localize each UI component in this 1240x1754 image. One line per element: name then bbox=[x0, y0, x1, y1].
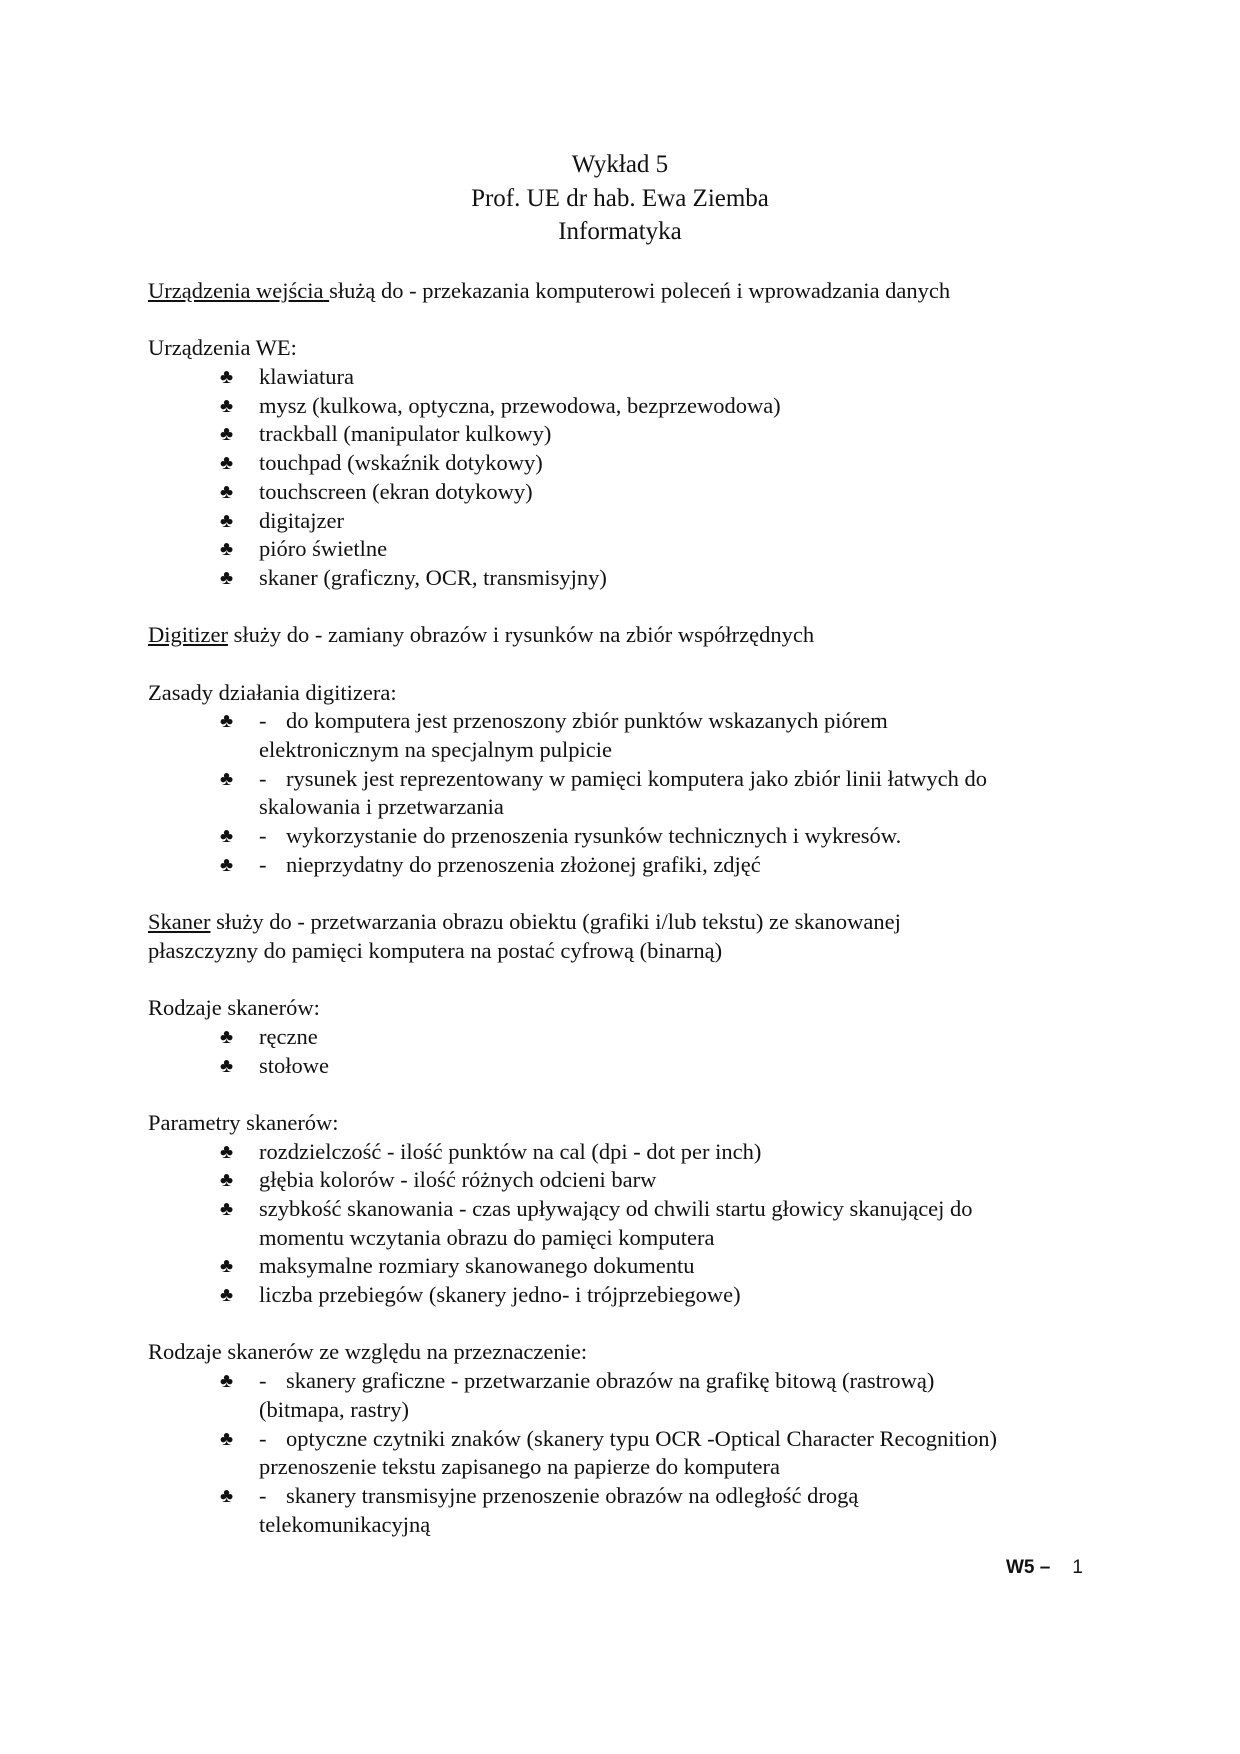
list-item bbox=[148, 564, 1148, 593]
list-item-text: wykorzystanie do przenoszenia rysunków technicznych i wykresów. bbox=[286, 823, 902, 849]
paragraph-line bbox=[148, 908, 1148, 937]
dash-marker: - bbox=[259, 1482, 267, 1508]
list-item-line bbox=[259, 1453, 1148, 1482]
list-heading: Rodzaje skanerów ze względu na przeznaczenie: bbox=[148, 1339, 588, 1365]
paragraph-text: służą do - przekazania komputerowi poleceń i wprowadzania danych bbox=[329, 278, 951, 303]
dash-marker: - bbox=[259, 851, 267, 877]
list-item-line bbox=[259, 1166, 1148, 1195]
club-bullet-icon: ♣ bbox=[220, 1054, 234, 1077]
blank-line bbox=[148, 1310, 1148, 1339]
club-bullet-icon: ♣ bbox=[220, 1255, 234, 1278]
list-item-text: elektronicznym na specjalnym pulpicie bbox=[259, 737, 613, 762]
list-item-text: pióro świetlne bbox=[259, 536, 388, 562]
list-item bbox=[148, 420, 1148, 449]
document-header bbox=[0, 148, 1240, 249]
list-item-line bbox=[259, 449, 1148, 478]
paragraph-text: służy do - zamiany obrazów i rysunków na zbiór współrzędnych bbox=[227, 622, 815, 648]
list-item-line bbox=[259, 1425, 1148, 1454]
list-item-line bbox=[259, 765, 1148, 794]
list-item-text: nieprzydatny do przenoszenia złożonej grafiki, zdjęć bbox=[286, 851, 761, 877]
list-item-text: optyczne czytniki znaków (skanery typu OCR -Optical Character Recognition) bbox=[286, 1425, 998, 1451]
list-item-text: skanery graficzne - przetwarzanie obrazów na grafikę bitową (rastrową) bbox=[286, 1368, 935, 1394]
list-item-line bbox=[259, 1023, 1148, 1052]
list-item-text: rozdzielczość - ilość punktów na cal (dpi - dot per inch) bbox=[259, 1138, 762, 1164]
list-item bbox=[148, 1166, 1148, 1195]
list-item-line bbox=[259, 1367, 1148, 1396]
list-item-line bbox=[259, 1195, 1148, 1224]
term-underlined: Skaner bbox=[148, 909, 211, 935]
blank-line bbox=[148, 650, 1148, 679]
list-item bbox=[148, 851, 1148, 880]
list-item-text: digitajzer bbox=[259, 507, 344, 533]
list-item-text: skaner (graficzny, OCR, transmisyjny) bbox=[259, 564, 607, 590]
club-bullet-icon: ♣ bbox=[220, 853, 234, 876]
club-bullet-icon: ♣ bbox=[220, 366, 234, 389]
list-item-text: touchpad (wskaźnik dotykowy) bbox=[259, 450, 543, 476]
list-item-line bbox=[259, 793, 1148, 822]
club-bullet-icon: ♣ bbox=[220, 538, 234, 561]
blank-line bbox=[148, 879, 1148, 908]
dash-marker: - bbox=[259, 708, 267, 734]
dash-marker: - bbox=[259, 1368, 267, 1394]
list-item-line bbox=[259, 1281, 1148, 1310]
list-item-line bbox=[259, 564, 1148, 593]
list-item bbox=[148, 1195, 1148, 1252]
club-bullet-icon: ♣ bbox=[220, 825, 234, 848]
dash-marker: - bbox=[259, 823, 267, 849]
paragraph-line bbox=[148, 277, 1148, 306]
list-item-text: stołowe bbox=[259, 1052, 329, 1078]
club-bullet-icon: ♣ bbox=[220, 394, 234, 417]
list-item-line bbox=[259, 507, 1148, 536]
blank-line bbox=[148, 966, 1148, 995]
list-item-text: telekomunikacyjną bbox=[259, 1511, 431, 1537]
list-item bbox=[148, 765, 1148, 822]
document-body bbox=[148, 277, 1148, 1539]
club-bullet-icon: ♣ bbox=[220, 1427, 234, 1450]
list-item-text: trackball (manipulator kulkowy) bbox=[259, 421, 552, 447]
club-bullet-icon: ♣ bbox=[220, 1484, 234, 1507]
list-item-text: momentu wczytania obrazu do pamięci komputera bbox=[259, 1224, 715, 1250]
list-item-text: liczba przebiegów (skanery jedno- i trójprzebiegowe) bbox=[259, 1282, 741, 1308]
club-bullet-icon: ♣ bbox=[220, 1370, 234, 1393]
club-bullet-icon: ♣ bbox=[220, 509, 234, 532]
list-item-text: (bitmapa, rastry) bbox=[259, 1396, 409, 1422]
club-bullet-icon: ♣ bbox=[220, 710, 234, 733]
club-bullet-icon: ♣ bbox=[220, 480, 234, 503]
list-item-line bbox=[259, 535, 1148, 564]
term-underlined: Urządzenia wejścia bbox=[148, 278, 330, 303]
list-heading: Rodzaje skanerów: bbox=[148, 995, 320, 1021]
club-bullet-icon: ♣ bbox=[220, 566, 234, 589]
list-heading: Parametry skanerów: bbox=[148, 1109, 339, 1135]
list-item bbox=[148, 1281, 1148, 1310]
club-bullet-icon: ♣ bbox=[220, 452, 234, 475]
paragraph-line bbox=[148, 621, 1148, 650]
list-item-text: przenoszenie tekstu zapisanego na papierze do komputera bbox=[259, 1454, 781, 1480]
club-bullet-icon: ♣ bbox=[220, 1140, 234, 1163]
list-item bbox=[148, 507, 1148, 536]
list-item-text: szybkość skanowania - czas upływający od chwili startu głowicy skanującej do bbox=[259, 1196, 973, 1221]
list-item-line bbox=[259, 736, 1148, 765]
club-bullet-icon: ♣ bbox=[220, 423, 234, 446]
course-name: Informatyka bbox=[558, 218, 682, 245]
list-item bbox=[148, 392, 1148, 421]
list-item bbox=[148, 363, 1148, 392]
lecture-title: Wykład 5 bbox=[571, 151, 669, 178]
lecturer-name: Prof. UE dr hab. Ewa Ziemba bbox=[471, 184, 769, 212]
list-item-line bbox=[259, 1396, 1148, 1425]
dash-marker: - bbox=[259, 765, 267, 791]
dash-marker: - bbox=[259, 1425, 267, 1451]
blank-line bbox=[148, 593, 1148, 622]
club-bullet-icon: ♣ bbox=[220, 1284, 234, 1307]
list-item-text: głębia kolorów - ilość różnych odcieni barw bbox=[259, 1167, 657, 1193]
list-item-line bbox=[259, 392, 1148, 421]
list-heading: Urządzenia WE: bbox=[148, 335, 297, 361]
club-bullet-icon: ♣ bbox=[220, 1025, 234, 1048]
blank-line bbox=[148, 1080, 1148, 1109]
list-item-line bbox=[259, 851, 1148, 880]
list-item-line bbox=[259, 478, 1148, 507]
list-item-text: maksymalne rozmiary skanowanego dokumentu bbox=[259, 1253, 695, 1279]
list-item-text: skanery transmisyjne przenoszenie obrazów na odległość drogą bbox=[286, 1482, 859, 1508]
list-item-text: do komputera jest przenoszony zbiór punktów wskazanych piórem bbox=[286, 708, 888, 734]
list-item-line bbox=[259, 822, 1148, 851]
list-item-line bbox=[259, 363, 1148, 392]
list-item bbox=[148, 1023, 1148, 1052]
list-item-text: ręczne bbox=[259, 1023, 318, 1049]
paragraph-text: płaszczyzny do pamięci komputera na postać cyfrową (binarną) bbox=[148, 937, 723, 963]
list-item bbox=[148, 707, 1148, 764]
list-item-line bbox=[259, 1511, 1148, 1540]
list-item-line bbox=[259, 1482, 1148, 1511]
list-item bbox=[148, 1252, 1148, 1281]
club-bullet-icon: ♣ bbox=[220, 1198, 234, 1220]
list-item bbox=[148, 478, 1148, 507]
list-item bbox=[148, 1052, 1148, 1081]
list-item-text: mysz (kulkowa, optyczna, przewodowa, bezprzewodowa) bbox=[259, 392, 781, 418]
term-underlined: Digitizer bbox=[148, 622, 228, 648]
list-item-text: skalowania i przetwarzania bbox=[259, 794, 504, 820]
list-item-line bbox=[259, 1224, 1148, 1253]
list-item-text: rysunek jest reprezentowany w pamięci komputera jako zbiór linii łatwych do bbox=[286, 765, 988, 791]
page-number: 1 bbox=[1072, 1557, 1083, 1578]
page-footer bbox=[1006, 1557, 1083, 1579]
list-item bbox=[148, 535, 1148, 564]
list-item bbox=[148, 1138, 1148, 1167]
list-item bbox=[148, 1482, 1148, 1539]
list-item-line bbox=[259, 420, 1148, 449]
list-item bbox=[148, 1367, 1148, 1424]
paragraph-text: służy do - przetwarzania obrazu obiektu (grafiki i/lub tekstu) ze skanowanej bbox=[210, 909, 901, 935]
list-item-line bbox=[259, 1138, 1148, 1167]
list-heading: Zasady działania digitizera: bbox=[148, 679, 397, 705]
blank-line bbox=[148, 306, 1148, 335]
footer-label: W5 – bbox=[1006, 1557, 1051, 1578]
list-item-line bbox=[259, 707, 1148, 736]
list-item bbox=[148, 1425, 1148, 1482]
list-item-line bbox=[259, 1052, 1148, 1081]
paragraph-line bbox=[148, 937, 1148, 966]
list-item-line bbox=[259, 1252, 1148, 1281]
club-bullet-icon: ♣ bbox=[220, 1169, 234, 1192]
list-item bbox=[148, 822, 1148, 851]
club-bullet-icon: ♣ bbox=[220, 767, 234, 790]
list-item-text: touchscreen (ekran dotykowy) bbox=[259, 478, 533, 504]
list-item bbox=[148, 449, 1148, 478]
list-item-text: klawiatura bbox=[259, 364, 354, 390]
